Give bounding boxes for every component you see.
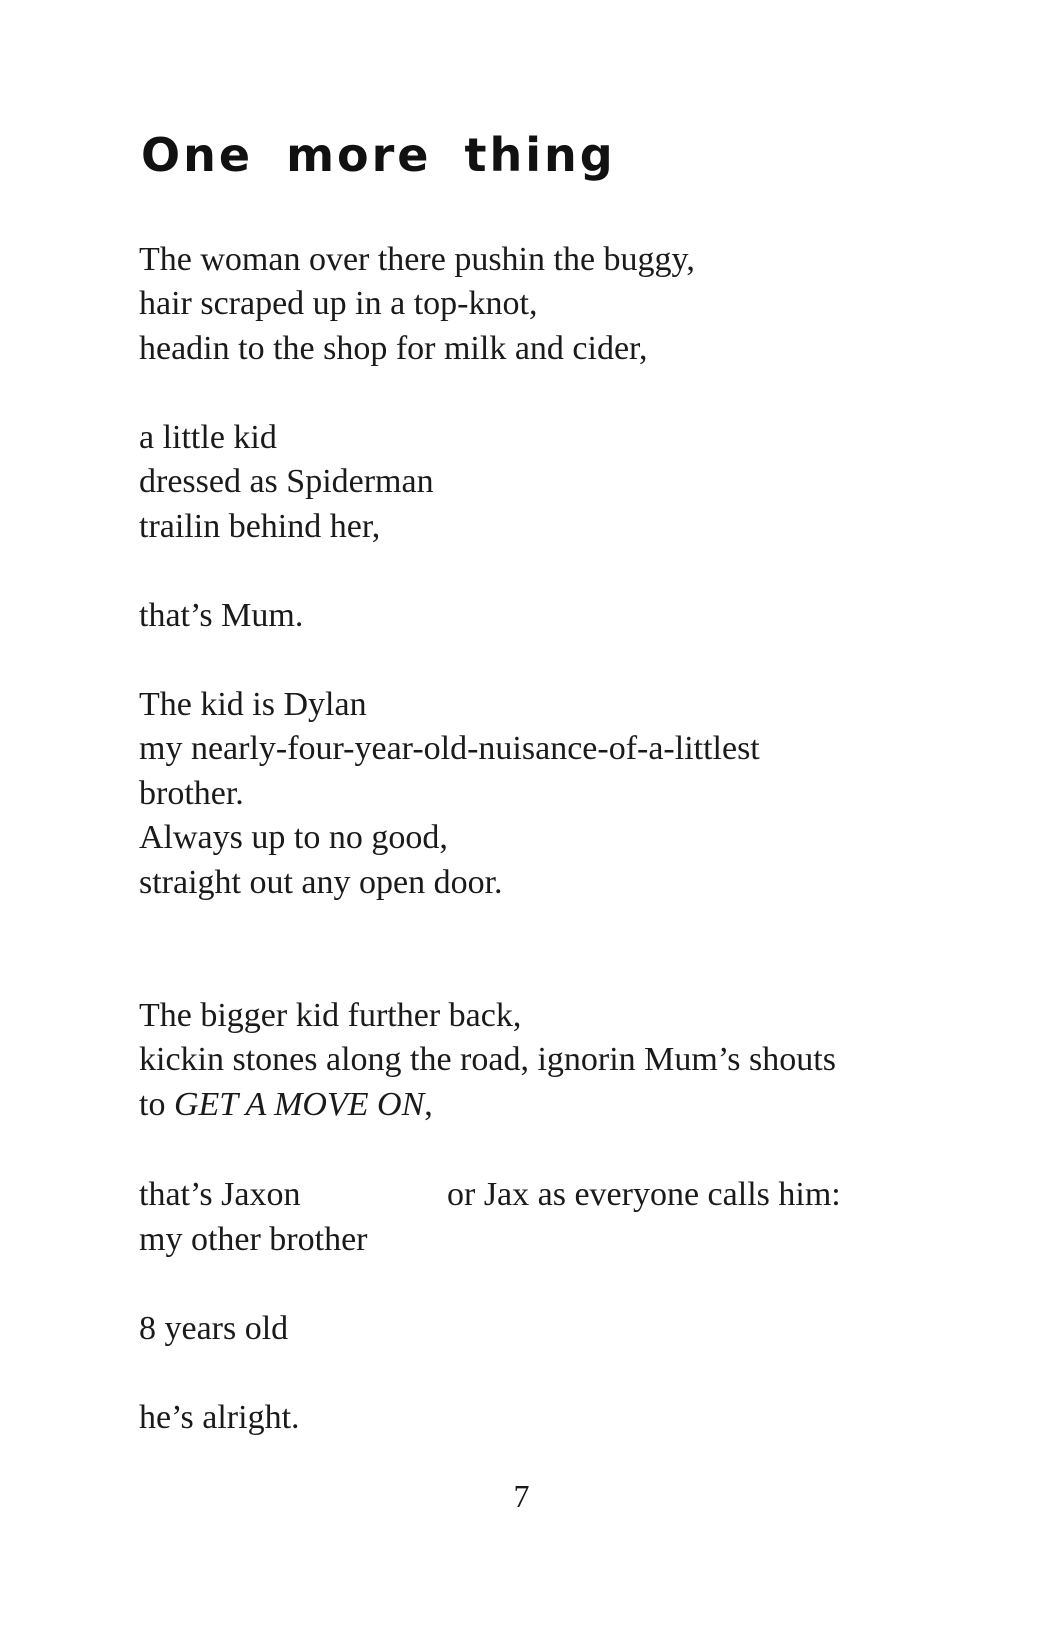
poem-line: he’s alright. xyxy=(139,1399,300,1436)
poem-line: that’s Mum. xyxy=(139,597,304,634)
poem-line: straight out any open door. xyxy=(139,864,503,901)
poem-line: brother. xyxy=(139,775,244,812)
poem-line: The kid is Dylan xyxy=(139,686,367,723)
poem-line: The bigger kid further back, xyxy=(139,997,522,1034)
poem-line: that’s Jaxon xyxy=(139,1176,301,1213)
poem-line: hair scraped up in a top-knot, xyxy=(139,285,538,322)
poem-line: my nearly-four-year-old-nuisance-of-a-littlest xyxy=(139,730,760,767)
poem-line: 8 years old xyxy=(139,1310,289,1347)
poem-line: trailin behind her, xyxy=(139,508,381,545)
poem-line: kickin stones along the road, ignorin Mum’s shouts xyxy=(139,1041,836,1078)
poem-title: One more thing xyxy=(141,128,616,182)
page-number: 7 xyxy=(513,1478,530,1514)
poem-line: dressed as Spiderman xyxy=(139,463,434,500)
poem-line xyxy=(139,1083,433,1127)
poem-line: Always up to no good, xyxy=(139,819,448,856)
poem-line: my other brother xyxy=(139,1221,368,1258)
poem-line-right: or Jax as everyone calls him: xyxy=(447,1176,841,1213)
poem-line: a little kid xyxy=(139,419,277,456)
line-suffix: , xyxy=(424,1086,433,1123)
poem-line: headin to the shop for milk and cider, xyxy=(139,330,648,367)
line-prefix: to xyxy=(139,1086,174,1123)
italic-shout: GET A MOVE ON xyxy=(173,1086,425,1123)
poem-line: The woman over there pushin the buggy, xyxy=(139,241,695,278)
